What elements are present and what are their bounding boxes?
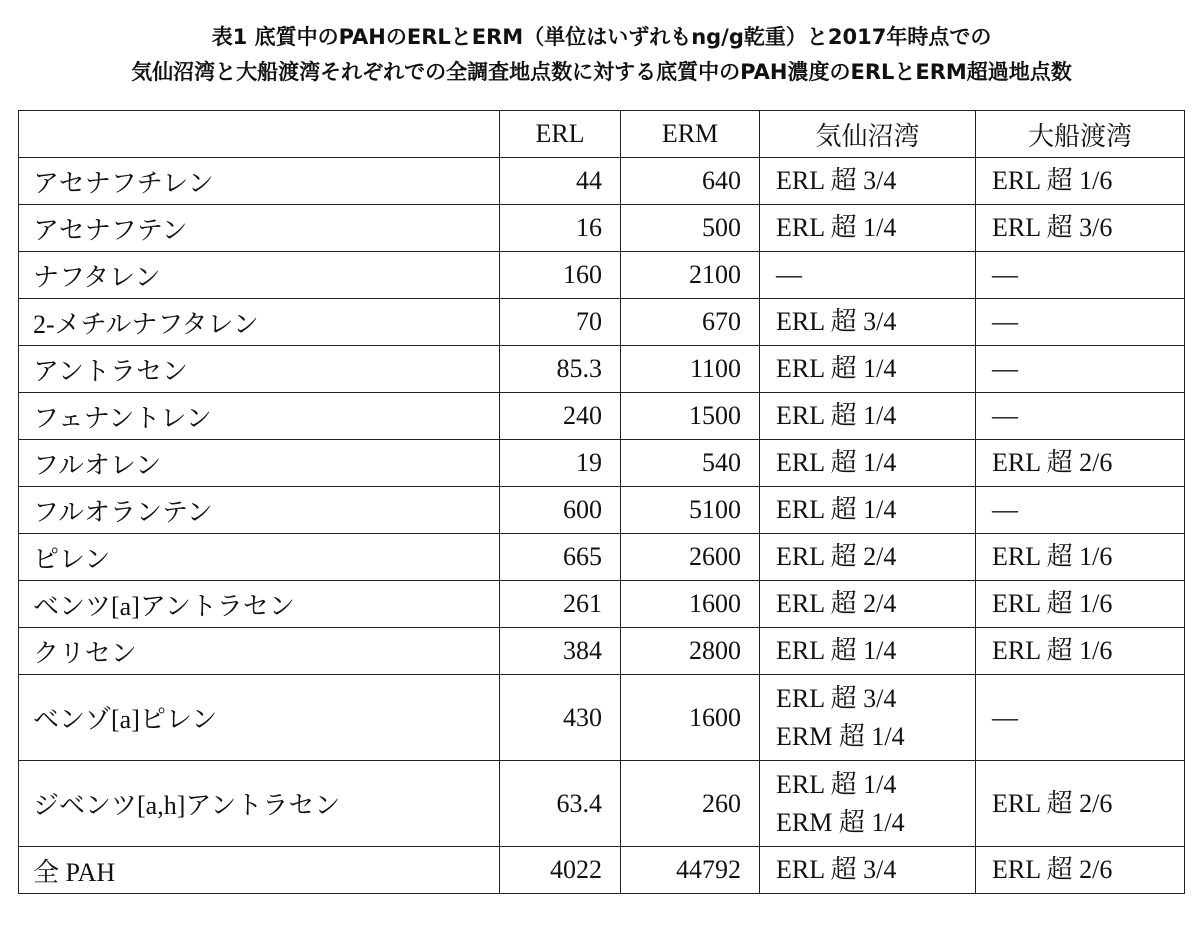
kesennuma-exceed-cell xyxy=(760,675,976,761)
ofunato-exceed-cell xyxy=(976,158,1185,205)
ofunato-exceed-cell xyxy=(976,299,1185,346)
erl-value-cell: 19 xyxy=(500,440,621,487)
kesennuma-exceed-text: — xyxy=(776,260,802,289)
table-row xyxy=(19,158,1185,205)
header-cell-kesennuma: 気仙沼湾 xyxy=(760,111,976,158)
table-body xyxy=(19,158,1185,894)
table-row xyxy=(19,761,1185,847)
table-caption-line-1: 表1 底質中のPAHのERLとERM（単位はいずれもng/g乾重）と2017年時点での xyxy=(211,25,992,49)
compound-name-cell: フルオレン xyxy=(19,440,500,487)
table-row xyxy=(19,487,1185,534)
erl-value-cell: 16 xyxy=(500,205,621,252)
kesennuma-exceed-text: ERL 超 3/4 xyxy=(776,307,897,336)
ofunato-exceed-text: ERL 超 2/6 xyxy=(992,788,1113,818)
erl-value-cell: 85.3 xyxy=(500,346,621,393)
ofunato-exceed-text: ERL 超 1/6 xyxy=(992,166,1113,195)
ofunato-exceed-cell xyxy=(976,581,1185,628)
kesennuma-exceed-text: ERL 超 1/4 xyxy=(776,213,897,242)
erm-value-cell: 500 xyxy=(621,205,760,252)
ofunato-exceed-text: ERL 超 1/6 xyxy=(992,589,1113,618)
ofunato-exceed-text: ERL 超 1/6 xyxy=(992,636,1113,665)
kesennuma-exceed-cell xyxy=(760,252,976,299)
erm-value-cell: 540 xyxy=(621,440,760,487)
erl-value-cell: 70 xyxy=(500,299,621,346)
kesennuma-exceed-cell xyxy=(760,628,976,675)
kesennuma-exceed-text: ERL 超 1/4 xyxy=(776,401,897,430)
table-row xyxy=(19,534,1185,581)
ofunato-exceed-cell xyxy=(976,847,1185,894)
compound-name-cell: アントラセン xyxy=(19,346,500,393)
ofunato-exceed-cell xyxy=(976,487,1185,534)
erl-value-cell: 430 xyxy=(500,675,621,761)
ofunato-exceed-text: ERL 超 1/6 xyxy=(992,542,1113,571)
kesennuma-exceed-text: ERL 超 1/4 xyxy=(776,769,897,799)
table-row xyxy=(19,299,1185,346)
kesennuma-exceed-text: ERL 超 1/4 xyxy=(776,636,897,665)
kesennuma-exceed-cell xyxy=(760,299,976,346)
erl-value-cell: 240 xyxy=(500,393,621,440)
ofunato-exceed-text: ERL 超 3/6 xyxy=(992,213,1113,242)
table-caption-line-2: 気仙沼湾と大船渡湾それぞれでの全調査地点数に対する底質中のPAH濃度のERLとERM超過地点数 xyxy=(131,60,1072,84)
ofunato-exceed-cell xyxy=(976,440,1185,487)
erm-value-cell: 5100 xyxy=(621,487,760,534)
compound-name-cell: アセナフテン xyxy=(19,205,500,252)
ofunato-exceed-text: ERL 超 2/6 xyxy=(992,448,1113,477)
erl-value-cell: 160 xyxy=(500,252,621,299)
erm-value-cell: 44792 xyxy=(621,847,760,894)
ofunato-exceed-text: ERL 超 2/6 xyxy=(992,855,1113,884)
header-cell-erm: ERM xyxy=(621,111,760,158)
erm-value-cell: 2100 xyxy=(621,252,760,299)
kesennuma-exceed-cell xyxy=(760,205,976,252)
compound-name-cell: ベンツ[a]アントラセン xyxy=(19,581,500,628)
kesennuma-exceed-cell xyxy=(760,581,976,628)
kesennuma-exceed-cell xyxy=(760,440,976,487)
table-row xyxy=(19,581,1185,628)
erm-value-cell: 1600 xyxy=(621,675,760,761)
compound-name-cell: ジベンツ[a,h]アントラセン xyxy=(19,761,500,847)
kesennuma-exceed-text: ERL 超 1/4 xyxy=(776,354,897,383)
kesennuma-exceed-text: ERL 超 2/4 xyxy=(776,542,897,571)
pah-table xyxy=(18,110,1185,894)
header-row xyxy=(19,111,1185,158)
kesennuma-exceed-cell xyxy=(760,158,976,205)
compound-name-cell: ベンゾ[a]ピレン xyxy=(19,675,500,761)
table-row xyxy=(19,346,1185,393)
kesennuma-exceed-text: ERL 超 3/4 xyxy=(776,683,897,713)
kesennuma-exceed-text: ERL 超 3/4 xyxy=(776,855,897,884)
kesennuma-exceed-text: ERL 超 2/4 xyxy=(776,589,897,618)
table-row xyxy=(19,440,1185,487)
compound-name-cell: フルオランテン xyxy=(19,487,500,534)
erm-value-cell: 2800 xyxy=(621,628,760,675)
kesennuma-exceed-cell xyxy=(760,393,976,440)
ofunato-exceed-cell xyxy=(976,534,1185,581)
kesennuma-exceed-cell xyxy=(760,847,976,894)
ofunato-exceed-text: — xyxy=(992,401,1018,430)
kesennuma-exceed-text: ERM 超 1/4 xyxy=(776,721,905,751)
header-cell-ofunato: 大船渡湾 xyxy=(976,111,1185,158)
erl-value-cell: 261 xyxy=(500,581,621,628)
table-row xyxy=(19,675,1185,761)
compound-name-cell: アセナフチレン xyxy=(19,158,500,205)
ofunato-exceed-text: — xyxy=(992,260,1018,289)
erl-value-cell: 44 xyxy=(500,158,621,205)
erm-value-cell: 260 xyxy=(621,761,760,847)
compound-name-cell: クリセン xyxy=(19,628,500,675)
compound-name-cell: フェナントレン xyxy=(19,393,500,440)
kesennuma-exceed-text: ERL 超 1/4 xyxy=(776,495,897,524)
kesennuma-exceed-text: ERL 超 1/4 xyxy=(776,448,897,477)
kesennuma-exceed-cell xyxy=(760,346,976,393)
table-row xyxy=(19,252,1185,299)
erm-value-cell: 640 xyxy=(621,158,760,205)
erl-value-cell: 63.4 xyxy=(500,761,621,847)
ofunato-exceed-cell xyxy=(976,675,1185,761)
ofunato-exceed-cell xyxy=(976,252,1185,299)
table-row xyxy=(19,205,1185,252)
compound-name-cell: 2-メチルナフタレン xyxy=(19,299,500,346)
kesennuma-exceed-cell xyxy=(760,487,976,534)
erm-value-cell: 1500 xyxy=(621,393,760,440)
erm-value-cell: 1100 xyxy=(621,346,760,393)
erm-value-cell: 1600 xyxy=(621,581,760,628)
ofunato-exceed-cell xyxy=(976,205,1185,252)
erl-value-cell: 384 xyxy=(500,628,621,675)
compound-name-cell: ピレン xyxy=(19,534,500,581)
compound-name-cell: 全 PAH xyxy=(19,847,500,894)
ofunato-exceed-cell xyxy=(976,393,1185,440)
kesennuma-exceed-text: ERL 超 3/4 xyxy=(776,166,897,195)
ofunato-exceed-text: — xyxy=(992,354,1018,383)
ofunato-exceed-cell xyxy=(976,346,1185,393)
ofunato-exceed-cell xyxy=(976,761,1185,847)
kesennuma-exceed-cell xyxy=(760,534,976,581)
compound-name-cell: ナフタレン xyxy=(19,252,500,299)
ofunato-exceed-text: — xyxy=(992,702,1018,732)
header-cell-erl: ERL xyxy=(500,111,621,158)
table-row xyxy=(19,393,1185,440)
erl-value-cell: 665 xyxy=(500,534,621,581)
erl-value-cell: 600 xyxy=(500,487,621,534)
header-cell-empty xyxy=(19,111,500,158)
ofunato-exceed-text: — xyxy=(992,495,1018,524)
erm-value-cell: 2600 xyxy=(621,534,760,581)
erm-value-cell: 670 xyxy=(621,299,760,346)
kesennuma-exceed-cell xyxy=(760,761,976,847)
table-row xyxy=(19,847,1185,894)
table-row xyxy=(19,628,1185,675)
ofunato-exceed-cell xyxy=(976,628,1185,675)
ofunato-exceed-text: — xyxy=(992,307,1018,336)
kesennuma-exceed-text: ERM 超 1/4 xyxy=(776,807,905,837)
erl-value-cell: 4022 xyxy=(500,847,621,894)
